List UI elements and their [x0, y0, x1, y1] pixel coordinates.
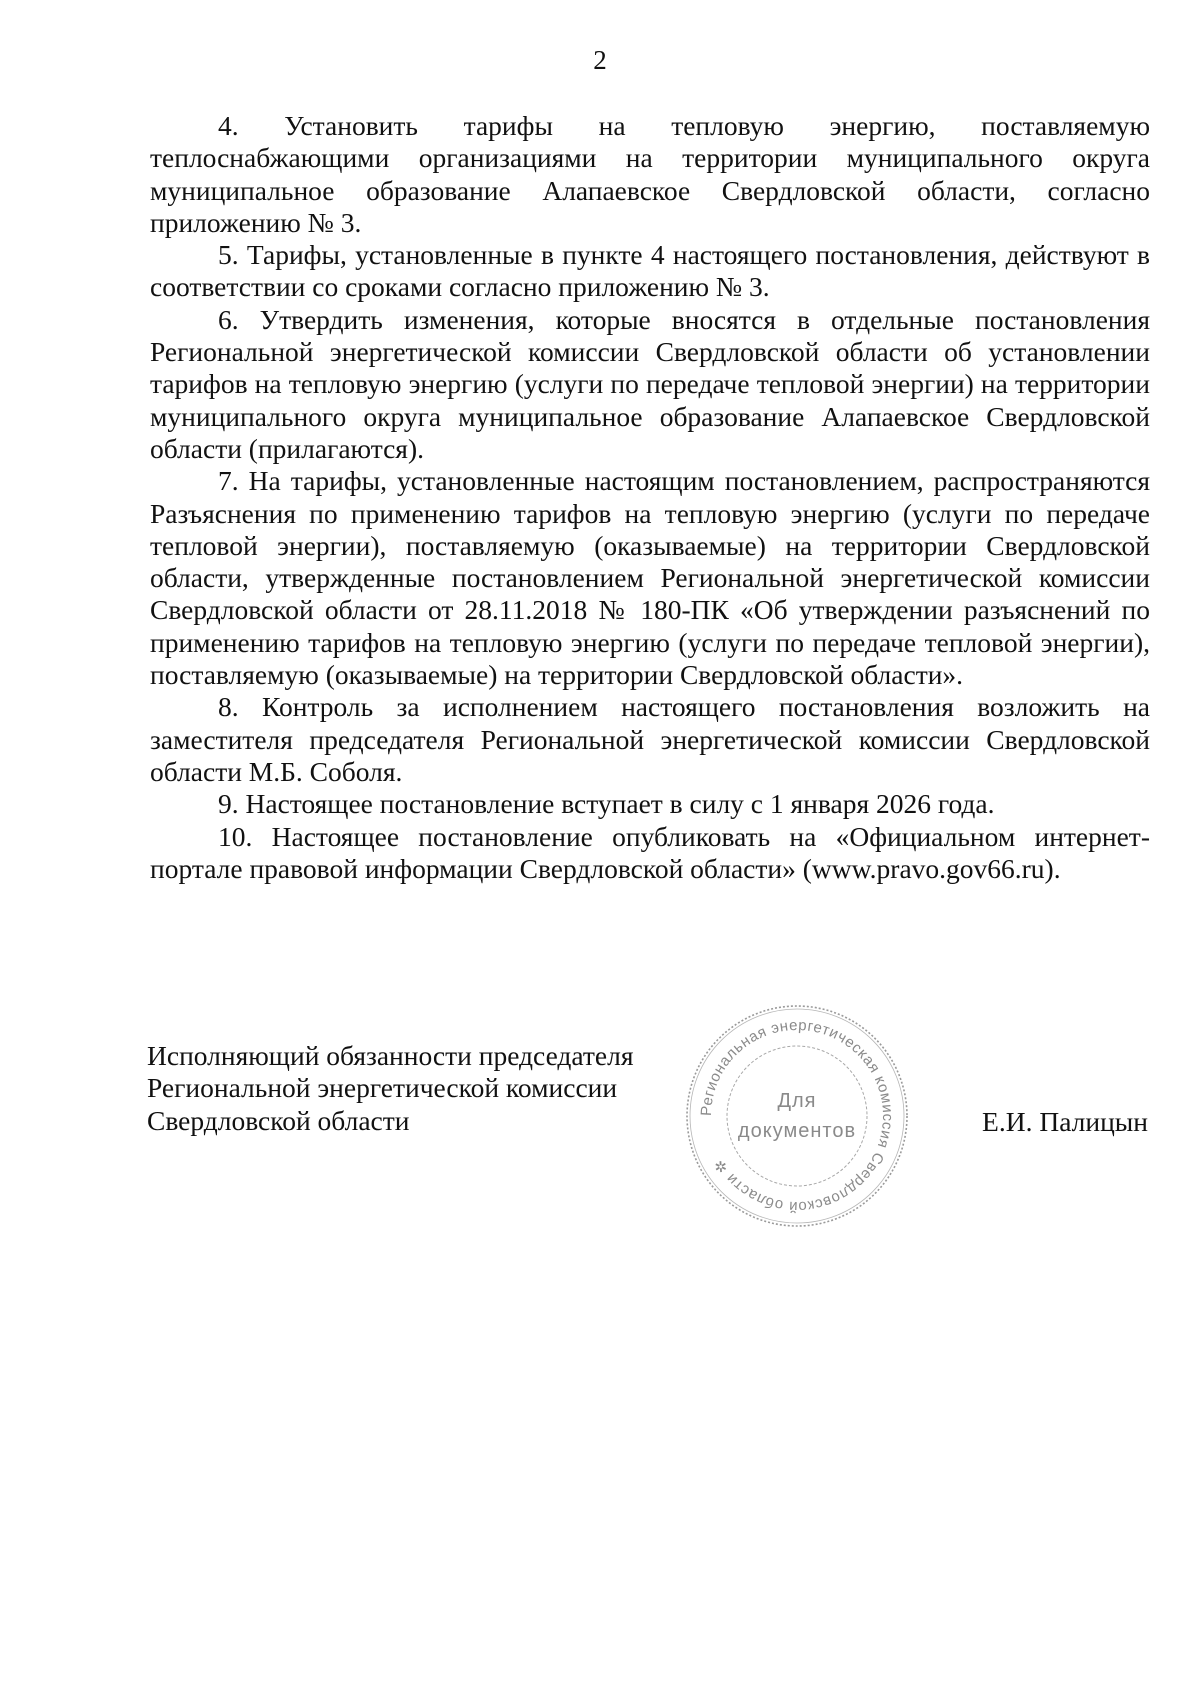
paragraph-10: 10. Настоящее постановление опубликовать на «Официальном интернет-портале правовой информации Свердловской области» (www.pravo.gov66.ru).	[150, 820, 1150, 884]
paragraph-9: 9. Настоящее постановление вступает в силу с 1 января 2026 года.	[218, 788, 995, 820]
official-stamp	[684, 1003, 910, 1229]
page-number: 2	[593, 45, 607, 75]
signer-title-line: Свердловской области	[147, 1104, 410, 1136]
signer-title	[147, 1040, 707, 1137]
paragraph-4: 4. Установить тарифы на тепловую энергию, поставляемую теплоснабжающими организациями на территории муниципального округа муниципальное образование Алапаевское Свердловской области, согласно приложению № 3.	[150, 110, 1150, 238]
paragraph-8: 8. Контроль за исполнением настоящего постановления возложить на заместителя председателя Региональной энергетической комиссии Свердловской области М.Б. Соболя.	[150, 691, 1150, 787]
paragraph-5: 5. Тарифы, установленные в пункте 4 настоящего постановления, действуют в соответствии со сроками согласно приложению № 3.	[150, 239, 1150, 303]
stamp-ring-text: Региональная энергетическая комиссия Свердловской области ✲	[697, 1016, 897, 1216]
document-body	[150, 110, 1150, 885]
stamp-center-line: документов	[737, 1120, 857, 1142]
signer-name: Е.И. Палицын	[982, 1106, 1148, 1137]
signer-title-line: Региональной энергетической комиссии	[147, 1072, 618, 1104]
paragraph-7: 7. На тарифы, установленные настоящим постановлением, распространяются Разъяснения по применению тарифов на тепловую энергию (услуги по передаче тепловой энергии), поставляемую (оказываемые) на территории Свердловской области, утвержденные постановлением Региональной энергетической комиссии Свердловской области от 28.11.2018 № 180-ПК «Об утверждении разъяснений по применению тарифов на тепловую энергию (услуги по передаче тепловой энергии), поставляемую (оказываемые) на территории Свердловской области».	[150, 465, 1150, 691]
signer-title-line: Исполняющий обязанности председателя	[147, 1040, 634, 1071]
paragraph-6: 6. Утвердить изменения, которые вносятся в отдельные постановления Региональной энергетической комиссии Свердловской области об установлении тарифов на тепловую энергию (услуги по передаче тепловой энергии) на территории муниципального округа муниципальное образование Алапаевское Свердловской области (прилагаются).	[150, 303, 1150, 464]
stamp-center-line: Для	[777, 1090, 817, 1112]
